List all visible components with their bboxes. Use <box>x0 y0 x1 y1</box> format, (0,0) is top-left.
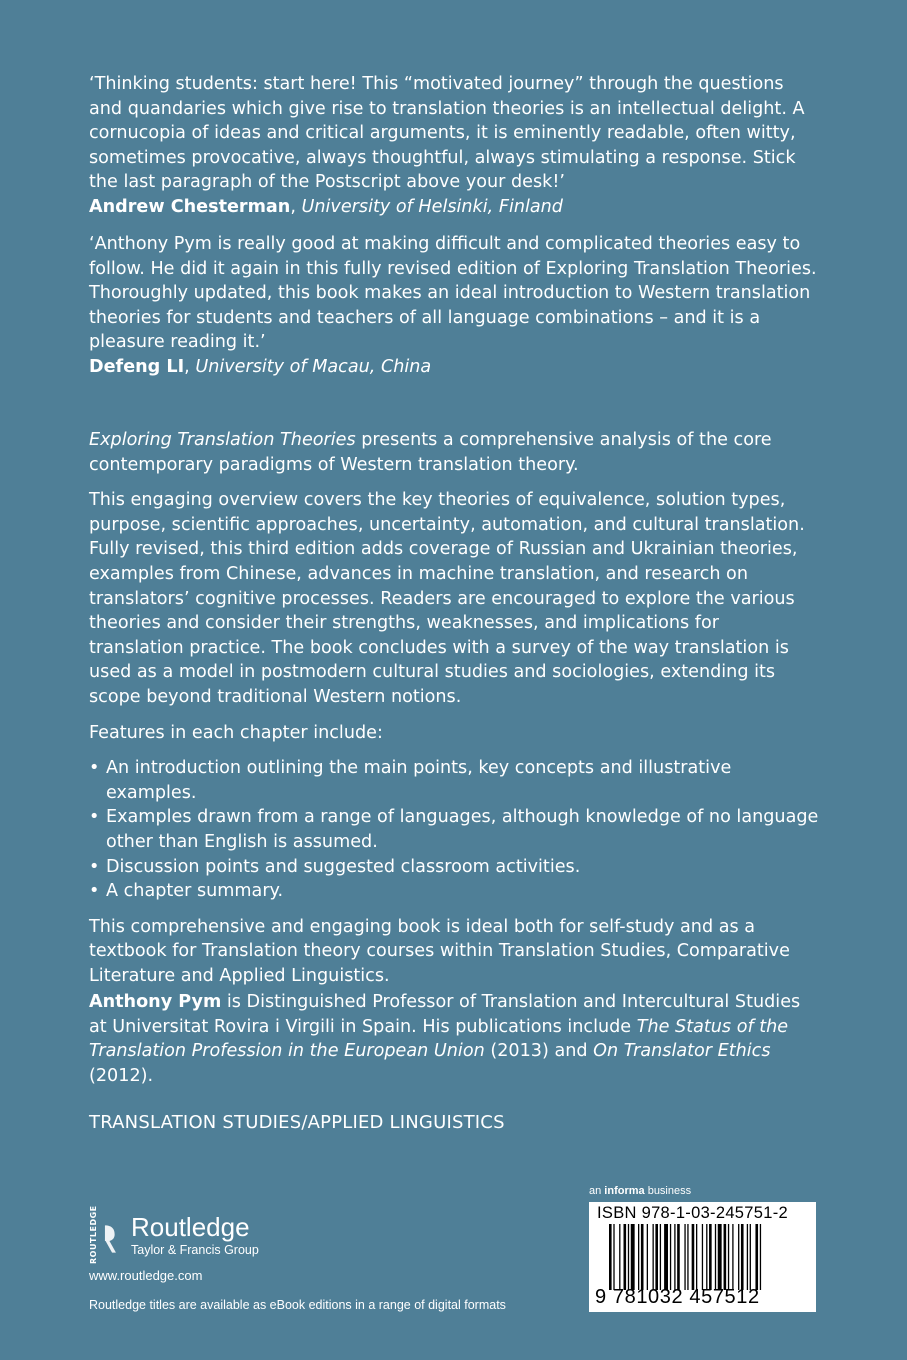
endorser-affiliation: University of Macau, China <box>195 356 432 377</box>
endorsement-quote-1 <box>89 72 819 220</box>
barcode-digits: 9 781032 457512 <box>595 1286 760 1308</box>
list-item: • A chapter summary. <box>89 879 819 904</box>
features-heading: Features in each chapter include: <box>89 722 383 743</box>
features-list <box>89 756 819 904</box>
book-title: The Status of the Translation Profession in the European Union <box>89 1016 789 1062</box>
informa-tagline: an informa business <box>589 1185 692 1197</box>
quote-attribution: Andrew Chesterman, University of Helsinki, Finland <box>89 196 563 217</box>
publisher-group: Taylor & Francis Group <box>131 1243 259 1257</box>
endorser-name: Defeng LI <box>89 356 185 377</box>
book-title: On Translator Ethics <box>593 1041 771 1062</box>
author-name: Anthony Pym <box>89 992 222 1012</box>
description-closing: This comprehensive and engaging book is ideal both for self-study and as a textbook for Translation theory courses within Translation Studies, Comparative Literature and Applied Linguistics. <box>89 916 790 986</box>
list-item: • Discussion points and suggested classroom activities. <box>89 855 819 880</box>
quote-attribution: Defeng LI, University of Macau, China <box>89 356 432 377</box>
book-title: Exploring Translation Theories <box>89 430 356 450</box>
routledge-emblem-icon <box>103 1214 125 1264</box>
list-item: • An introduction outlining the main points, key concepts and illustrative examples. <box>89 756 819 805</box>
publisher-name: Routledge <box>131 1212 250 1242</box>
barcode-icon <box>609 1224 809 1290</box>
endorser-affiliation: University of Helsinki, Finland <box>301 196 563 217</box>
isbn-label: ISBN 978-1-03-245751-2 <box>597 1204 788 1222</box>
endorser-name: Andrew Chesterman <box>89 196 291 217</box>
endorsement-quote-2 <box>89 232 819 380</box>
quote-text: ‘Thinking students: start here! This “motivated journey” through the questions and quandaries which give rise to translation theories is an intellectual delight. A cornucopia of ideas and critical arguments, it is eminently readable, often witty, sometimes provocative, always thoughtful, always stimulating a response. Stick the last paragraph of the Postscript above your desk!’ <box>89 74 805 193</box>
subject-category: TRANSLATION STUDIES/APPLIED LINGUISTICS <box>89 1112 505 1133</box>
list-item: • Examples drawn from a range of languages, although knowledge of no language other than English is assumed. <box>89 805 819 854</box>
book-description <box>89 428 819 999</box>
quote-text: ‘Anthony Pym is really good at making difficult and complicated theories easy to follow. He did it again in this fully revised edition of Exploring Translation Theories. Thoroughly updated, this book makes an ideal introduction to Western translation theories for students and teachers of all language combinations – and it is a pleasure reading it.’ <box>89 234 817 353</box>
routledge-logo <box>89 1205 289 1270</box>
publisher-website: www.routledge.com <box>89 1268 203 1283</box>
author-bio: Anthony Pym is Distinguished Professor of Translation and Intercultural Studies at Universitat Rovira i Virgili in Spain. His publications include The Status of the Translation Profession in the European Union (2013) and On Translator Ethics (2012). <box>89 992 801 1086</box>
description-overview: This engaging overview covers the key theories of equivalence, solution types, purpose, scientific approaches, uncertainty, automation, and cultural translation. Fully revised, this third edition adds coverage of Russian and Ukrainian theories, examples from Chinese, advances in machine translation, and research on translators’ cognitive processes. Readers are encouraged to explore the various theories and consider their strengths, weaknesses, and implications for translation practice. The book concludes with a survey of the way translation is used as a model in postmodern cultural studies and sociologies, extending its scope beyond traditional Western notions. <box>89 490 805 707</box>
isbn-barcode <box>589 1202 816 1312</box>
ebook-note: Routledge titles are available as eBook editions in a range of digital formats <box>89 1298 506 1312</box>
routledge-mark-icon: ROUTLEDGE <box>89 1205 98 1264</box>
description-intro: Exploring Translation Theories presents a comprehensive analysis of the core contemporary paradigms of Western translation theory. <box>89 430 772 475</box>
